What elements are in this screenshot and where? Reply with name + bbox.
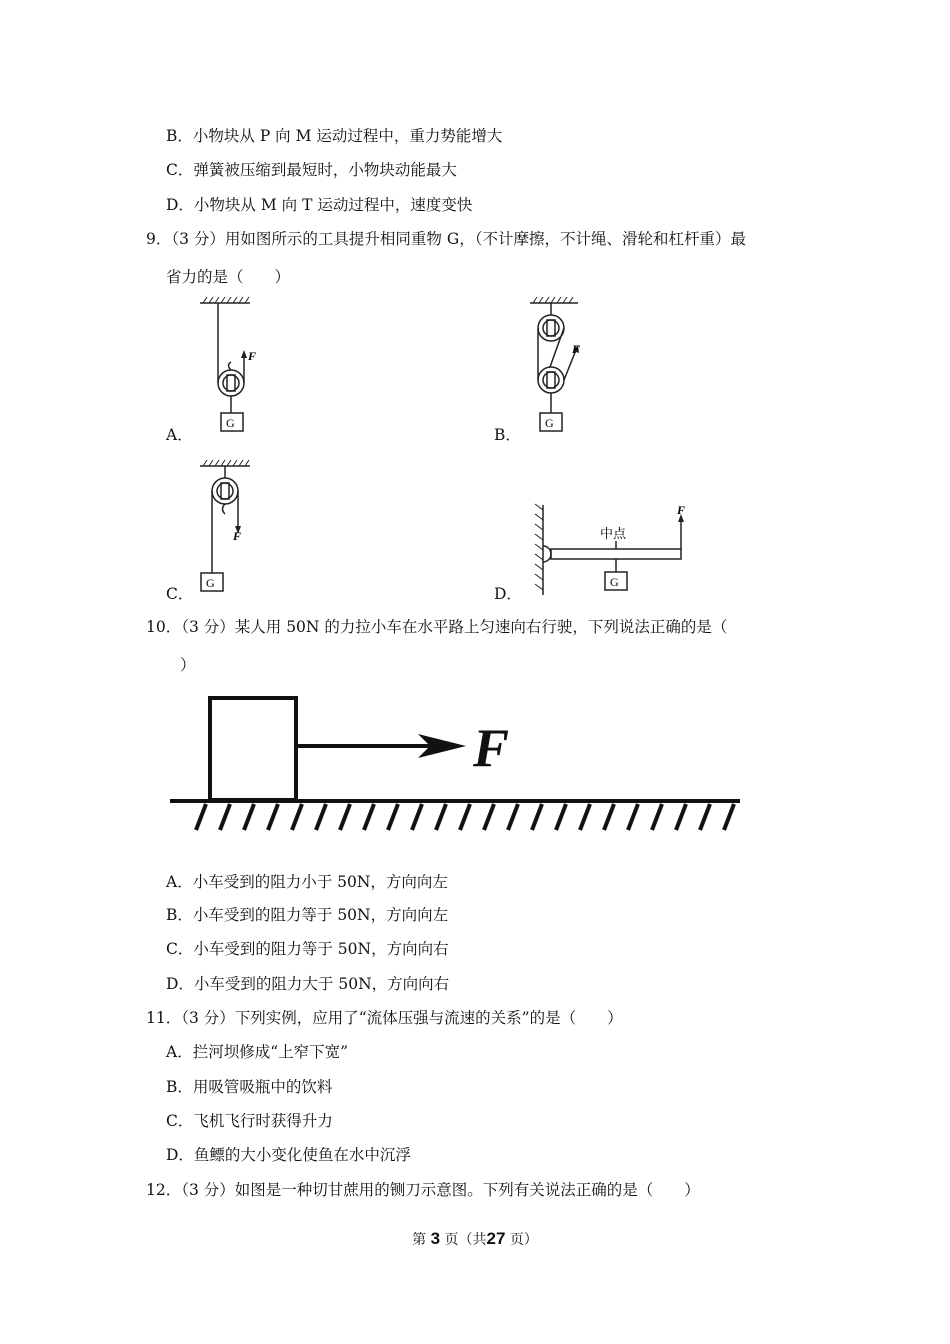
- q9-figure-a: [190, 295, 280, 440]
- q10-force-label: F: [473, 718, 510, 778]
- q10-stem: 10．（3 分）某人用 50N 的力拉小车在水平路上匀速向右行驶，下列说法正确的是（: [146, 618, 728, 636]
- q10-option-b: B．小车受到的阻力等于 50N，方向向左: [166, 906, 449, 924]
- footer-total-pages: 27: [486, 1229, 506, 1248]
- q9-option-b: B．: [494, 426, 521, 444]
- q10-option-d: D．小车受到的阻力大于 50N，方向向右: [166, 975, 450, 993]
- q9-c-force-label: F: [233, 529, 242, 543]
- q9-b-force-label: F: [572, 342, 581, 356]
- footer-mid: 页（共: [444, 1232, 487, 1248]
- q9-option-a: A．: [166, 426, 193, 444]
- footer-prefix: 第: [412, 1232, 427, 1248]
- footer-suffix: 页）: [509, 1232, 538, 1248]
- q8-option-b: B．小物块从 P 向 M 运动过程中，重力势能增大: [166, 127, 503, 145]
- q9-stem-cont: 省力的是（ ）: [166, 268, 291, 286]
- q9-c-weight-label: G: [206, 576, 215, 590]
- q9-b-weight-label: G: [545, 416, 554, 430]
- q10-stem-cont: ）: [180, 656, 196, 674]
- q11-option-a: A．拦河坝修成“上窄下宽”: [166, 1043, 349, 1061]
- q9-stem: 9．（3 分）用如图所示的工具提升相同重物 G，（不计摩擦，不计绳、滑轮和杠杆重）最: [146, 230, 746, 248]
- q9-a-force-label: F: [248, 349, 257, 363]
- q8-option-c: C．弹簧被压缩到最短时，小物块动能最大: [166, 161, 457, 179]
- q9-option-c: C．: [166, 585, 194, 603]
- q9-d-weight-label: G: [610, 575, 619, 589]
- q12-stem: 12．（3 分）如图是一种切甘蔗用的铡刀示意图。下列有关说法正确的是（ ）: [146, 1181, 700, 1199]
- q9-d-midpoint-label: 中点: [600, 527, 627, 542]
- q10-option-a: A．小车受到的阻力小于 50N，方向向左: [166, 873, 448, 891]
- q11-option-c: C．飞机飞行时获得升力: [166, 1112, 333, 1130]
- q11-stem: 11．（3 分）下列实例，应用了“流体压强与流速的关系”的是（ ）: [146, 1009, 623, 1027]
- q9-figure-c: [195, 458, 265, 598]
- q8-option-d: D．小物块从 M 向 T 运动过程中，速度变快: [166, 196, 473, 214]
- footer-page-number: 3: [430, 1229, 441, 1248]
- q9-option-d: D．: [494, 585, 522, 603]
- q10-option-c: C．小车受到的阻力等于 50N，方向向右: [166, 940, 449, 958]
- q9-d-force-label: F: [677, 503, 686, 517]
- q10-figure: [168, 690, 743, 835]
- page-footer: [0, 1229, 950, 1249]
- q11-option-d: D．鱼鳔的大小变化使鱼在水中沉浮: [166, 1146, 411, 1164]
- q9-a-weight-label: G: [226, 416, 235, 430]
- q9-figure-d: [525, 500, 700, 600]
- q9-figure-b: [520, 295, 610, 440]
- q11-option-b: B．用吸管吸瓶中的饮料: [166, 1078, 333, 1096]
